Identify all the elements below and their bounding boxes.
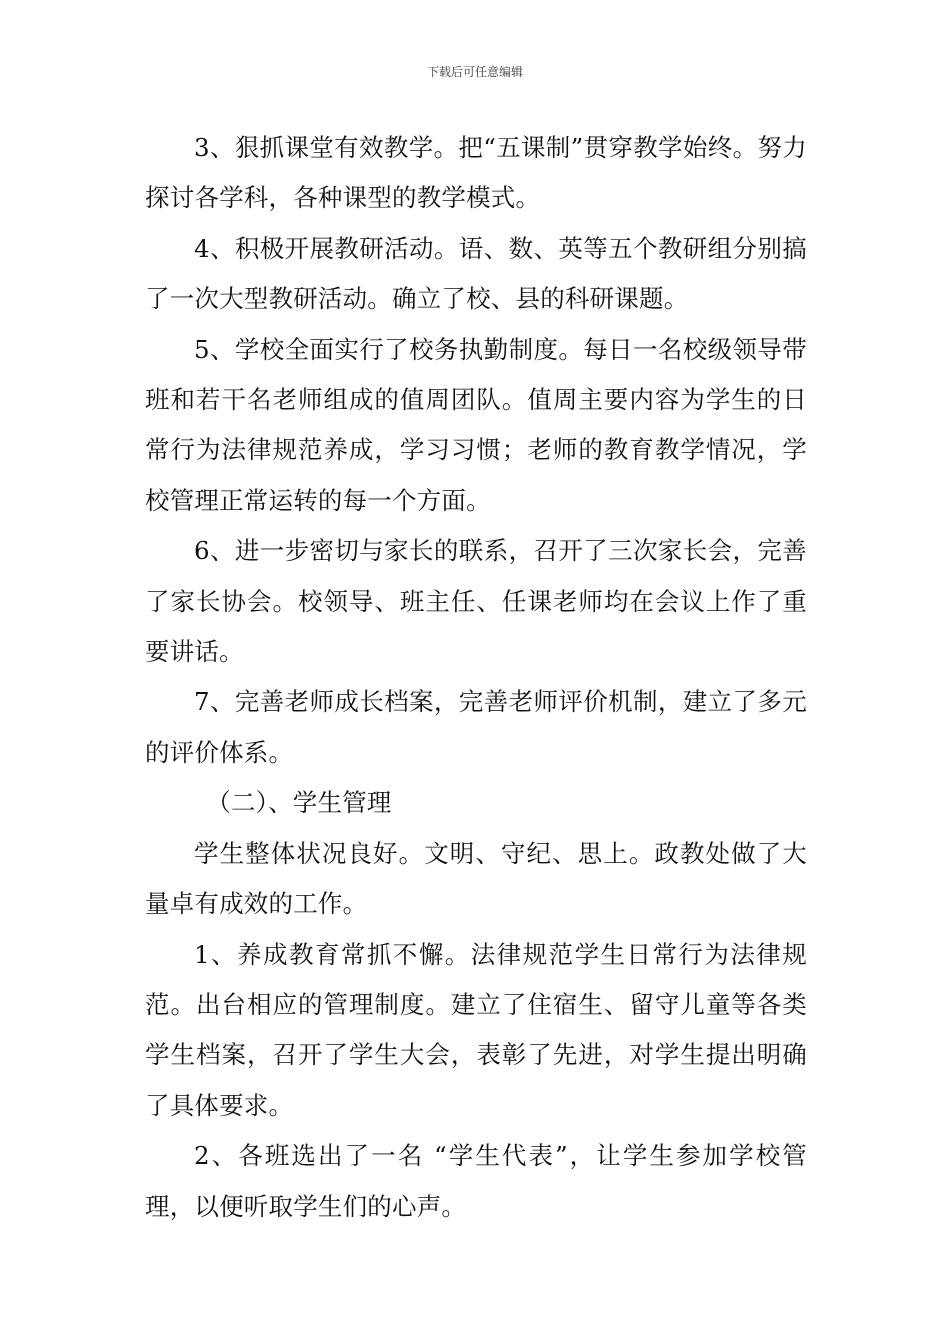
paragraph-student-overview: 学生整体状况良好。文明、守纪、思上。政教处做了大量卓有成效的工作。 — [145, 838, 807, 919]
paragraph-item-7: 7、完善老师成长档案，完善老师评价机制，建立了多元的评价体系。 — [145, 687, 807, 767]
paragraph-student-item-1: 1、养成教育常抓不懈。法律规范学生日常行为法律规范。出台相应的管理制度。建立了住宿生、留守儿童等各类学生档案，召开了学生大会，表彰了先进，对学生提出明确了具体要求。 — [145, 939, 807, 1120]
paragraph-item-3: 3、狠抓课堂有效教学。把“五课制”贯穿教学始终。努力探讨各学科，各种课型的教学模式。 — [145, 133, 807, 213]
document-body — [145, 123, 807, 1232]
paragraph-item-4: 4、积极开展教研活动。语、数、英等五个教研组分别搞了一次大型教研活动。确立了校、县的科研课题。 — [145, 233, 807, 314]
paragraph-item-5: 5、学校全面实行了校务执勤制度。每日一名校级领导带班和若干名老师组成的值周团队。值周主要内容为学生的日常行为法律规范养成，学习习惯；老师的教育教学情况，学校管理正常运转的每一个方面。 — [145, 334, 807, 515]
section-heading-student-management: （二）、学生管理 — [206, 788, 392, 818]
paragraph-student-item-2: 2、各班选出了一名 “学生代表”，让学生参加学校管理，以便听取学生们的心声。 — [145, 1141, 807, 1221]
page-header: 下载后可任意编辑 — [426, 65, 523, 79]
paragraph-item-6: 6、进一步密切与家长的联系，召开了三次家长会，完善了家长协会。校领导、班主任、任课老师均在会议上作了重要讲话。 — [145, 536, 807, 667]
